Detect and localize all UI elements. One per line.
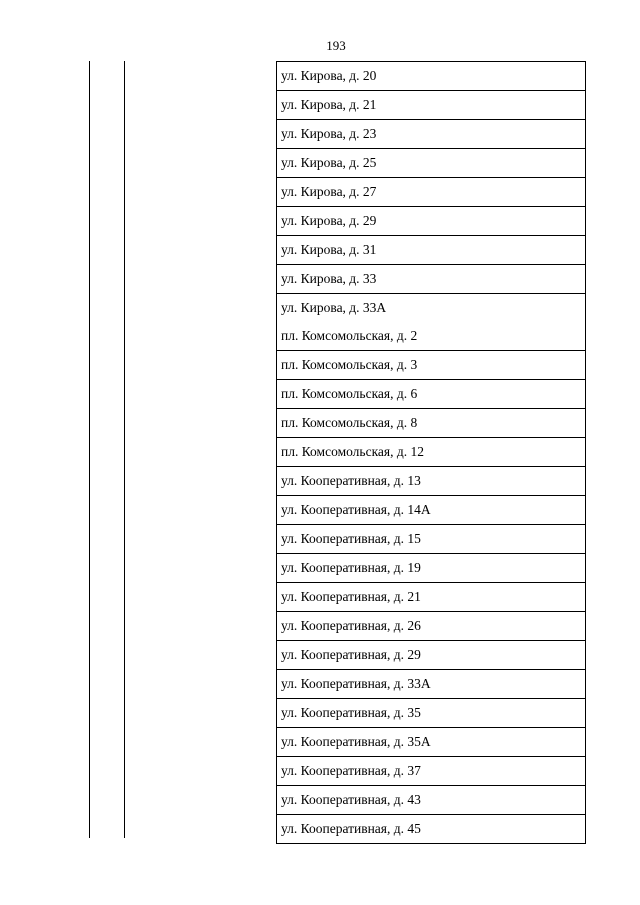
table-row bbox=[277, 91, 586, 120]
table-row bbox=[277, 583, 586, 612]
table-row bbox=[277, 786, 586, 815]
address-cell: ул. Кооперативная, д. 14А bbox=[277, 496, 586, 525]
table-row bbox=[277, 120, 586, 149]
address-table bbox=[276, 61, 586, 844]
table-row bbox=[277, 612, 586, 641]
address-cell: ул. Кооперативная, д. 13 bbox=[277, 467, 586, 496]
address-cell: ул. Кооперативная, д. 43 bbox=[277, 786, 586, 815]
address-cell: пл. Комсомольская, д. 3 bbox=[277, 351, 586, 380]
table-row bbox=[277, 409, 586, 438]
address-cell: ул. Кирова, д. 31 bbox=[277, 236, 586, 265]
table-row bbox=[277, 322, 586, 351]
address-cell: ул. Кирова, д. 33А bbox=[277, 294, 586, 323]
address-cell: ул. Кирова, д. 33 bbox=[277, 265, 586, 294]
table-row bbox=[277, 467, 586, 496]
address-cell: ул. Кооперативная, д. 26 bbox=[277, 612, 586, 641]
table-column-border-right bbox=[124, 61, 125, 838]
table-row bbox=[277, 815, 586, 844]
address-cell: ул. Кирова, д. 20 bbox=[277, 62, 586, 91]
table-row bbox=[277, 670, 586, 699]
address-cell: пл. Комсомольская, д. 8 bbox=[277, 409, 586, 438]
address-cell: ул. Кирова, д. 23 bbox=[277, 120, 586, 149]
table-row bbox=[277, 699, 586, 728]
table-row bbox=[277, 265, 586, 294]
table-row bbox=[277, 554, 586, 583]
table-column-border-left bbox=[89, 61, 90, 838]
address-cell: ул. Кирова, д. 27 bbox=[277, 178, 586, 207]
address-cell: ул. Кирова, д. 25 bbox=[277, 149, 586, 178]
address-cell: ул. Кооперативная, д. 29 bbox=[277, 641, 586, 670]
address-cell: ул. Кооперативная, д. 35А bbox=[277, 728, 586, 757]
address-cell: ул. Кооперативная, д. 33А bbox=[277, 670, 586, 699]
table-row bbox=[277, 641, 586, 670]
address-cell: ул. Кооперативная, д. 21 bbox=[277, 583, 586, 612]
table-row bbox=[277, 438, 586, 467]
address-cell: ул. Кооперативная, д. 37 bbox=[277, 757, 586, 786]
address-cell: ул. Кооперативная, д. 35 bbox=[277, 699, 586, 728]
table-row bbox=[277, 496, 586, 525]
table-row bbox=[277, 728, 586, 757]
table-row bbox=[277, 149, 586, 178]
address-cell: ул. Кирова, д. 21 bbox=[277, 91, 586, 120]
address-cell: пл. Комсомольская, д. 6 bbox=[277, 380, 586, 409]
table-row bbox=[277, 757, 586, 786]
address-cell: ул. Кооперативная, д. 15 bbox=[277, 525, 586, 554]
table-row bbox=[277, 62, 586, 91]
address-cell: ул. Кооперативная, д. 19 bbox=[277, 554, 586, 583]
table-row bbox=[277, 294, 586, 323]
table-row bbox=[277, 380, 586, 409]
table-row bbox=[277, 178, 586, 207]
address-cell: ул. Кооперативная, д. 45 bbox=[277, 815, 586, 844]
address-cell: пл. Комсомольская, д. 12 bbox=[277, 438, 586, 467]
table-row bbox=[277, 236, 586, 265]
table-row bbox=[277, 351, 586, 380]
table-row bbox=[277, 207, 586, 236]
page-number: 193 bbox=[326, 38, 346, 53]
table-row bbox=[277, 525, 586, 554]
address-cell: ул. Кирова, д. 29 bbox=[277, 207, 586, 236]
address-cell: пл. Комсомольская, д. 2 bbox=[277, 322, 586, 351]
